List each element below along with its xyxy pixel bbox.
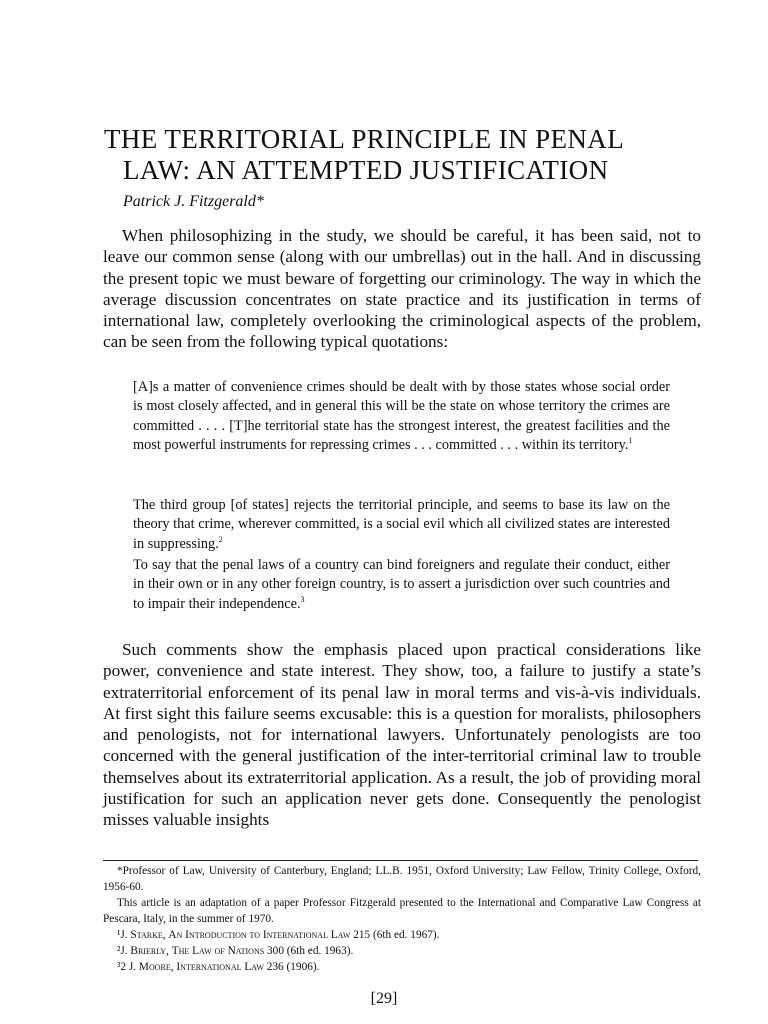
block-quote-2 — [133, 496, 670, 554]
title-line-2: LAW: AN ATTEMPTED JUSTIFICATION — [123, 155, 609, 185]
footnote-3-mark: ³ — [117, 961, 121, 973]
footnote-ref-2: 2 — [218, 534, 223, 544]
quote-2-text: The third group [of states] rejects the territorial principle, and seems to base its law on the theory that crime, wherever committed, is a social evil which all civilized states are interested in suppressing. — [133, 497, 670, 552]
footnote-ref-3: 3 — [300, 594, 305, 604]
page-number: [29] — [370, 990, 398, 1007]
quote-3-text: To say that the penal laws of a country can bind foreigners and regulate their conduct, either in their own or in any other foreign country, is to assert a jurisdiction over such countries and to impair their independence. — [133, 557, 670, 612]
footnote-2-author: J. Brierly — [120, 945, 167, 957]
footnote-3-author: J. Moore — [128, 961, 171, 973]
article-title — [104, 124, 704, 186]
footnote-2-cite: 300 (6th ed. 1963). — [267, 945, 354, 957]
footnote-1-work: An Introduction to International Law — [168, 929, 351, 941]
author-footnote-mark: * — [255, 193, 264, 210]
footnote-3-cite: 236 (1906). — [266, 961, 320, 973]
footnote-affiliation: *Professor of Law, University of Canterbury, England; LL.B. 1951, Oxford University; Law Fellow, Trinity College, Oxford, 1956-60. — [103, 865, 701, 893]
footnote-3: ³2 J. Moore, International Law 236 (1906). — [117, 961, 320, 973]
footnote-3-work: International Law — [176, 961, 264, 973]
author-name: Patrick J. Fitzgerald — [123, 193, 256, 210]
title-line-1: THE TERRITORIAL PRINCIPLE IN PENAL — [104, 124, 625, 154]
footnote-adaptation: This article is an adaptation of a paper Professor Fitzgerald presented to the International and Comparative Law Congress at Pescara, Italy, in the summer of 1970. — [103, 897, 701, 925]
block-quote-1 — [133, 378, 670, 455]
second-paragraph: Such comments show the emphasis placed upon practical considerations like power, convenience and state interest. They show, too, a failure to justify a state’s extraterritorial enforcement of its penal law in moral terms and vis-à-vis individuals. At first sight this failure seems excusable: this is a question for moralists, philosophers and penologists, not for international lawyers. Unfortunately penologists are too concerned with the general justification of the inter-territorial criminal law to trouble themselves about its extraterritorial application. As a result, the job of providing moral justification for such an application never gets done. Consequently the penologist misses valuable insights — [103, 640, 701, 830]
footnote-1: ¹J. Starke, An Introduction to International Law 215 (6th ed. 1967). — [117, 929, 440, 941]
footnote-1-mark: ¹ — [117, 929, 121, 941]
footnote-2: ²J. Brierly, The Law of Nations 300 (6th ed. 1963). — [117, 945, 354, 957]
footnote-divider — [103, 860, 698, 861]
author-byline — [123, 193, 264, 211]
footnote-3-volume: 2 — [120, 961, 127, 973]
intro-paragraph: When philosophizing in the study, we should be careful, it has been said, not to leave our common sense (along with our umbrellas) out in the hall. And in discussing the present topic we must beware of forgetting our criminology. The way in which the average discussion concentrates on state practice and its justification in terms of international law, completely overlooking the criminological aspects of the problem, can be seen from the following typical quotations: — [103, 226, 701, 352]
quote-1-text: [A]s a matter of convenience crimes should be dealt with by those states whose social order is most closely affected, and in general this will be the state on whose territory the crimes are committed . . . . [T]he territorial state has the strongest interest, the greatest facilities and the most powerful instruments for repressing crimes . . . committed . . . within its territory. — [133, 379, 670, 453]
footnote-1-cite: 215 (6th ed. 1967). — [353, 929, 440, 941]
block-quote-3 — [133, 556, 670, 614]
footnote-2-work: The Law of Nations — [171, 945, 265, 957]
footnote-2-mark: ² — [117, 945, 121, 957]
footnote-1-author: J. Starke — [120, 929, 163, 941]
footnote-ref-1: 1 — [628, 435, 633, 445]
